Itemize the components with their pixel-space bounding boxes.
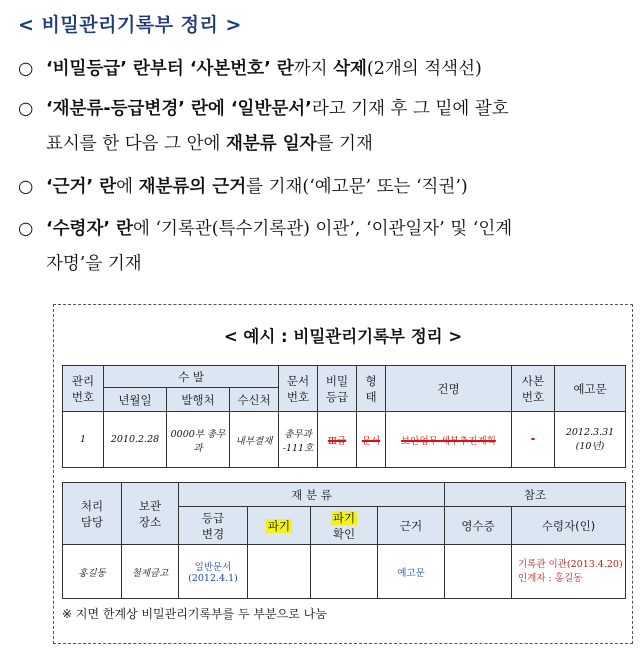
bullet-text: 자명’을 기재 xyxy=(46,254,142,274)
header-cell: 수령자(인) xyxy=(512,507,626,545)
header-cell: 비밀 등급 xyxy=(318,366,357,412)
circle-bullet-icon: ○ xyxy=(18,59,34,79)
header-cell: 보관 장소 xyxy=(122,483,179,545)
register-table-part2 xyxy=(62,482,626,599)
table-cell xyxy=(512,545,626,599)
register-table-part1 xyxy=(62,365,626,468)
bullet-text: 에 xyxy=(116,177,139,197)
struck-cell: 보안업무 세부추진계획 xyxy=(386,412,512,468)
struck-cell: 문서 xyxy=(357,412,386,468)
bullet-text: 까지 xyxy=(293,59,334,79)
table-cell: 총무과 -111호 xyxy=(279,412,318,468)
table-cell: 0000부 총무과 xyxy=(167,412,230,468)
header-cell: 처리 담당 xyxy=(63,483,122,545)
bullet-text-bold: 재분류의 근거 xyxy=(138,177,247,197)
table-cell: 2010.2.28 xyxy=(104,412,167,468)
header-cell: 근거 xyxy=(378,507,445,545)
header-cell xyxy=(311,507,378,545)
bullet-text-bold: ‘비밀등급’ 란부터 ‘사본번호’ 란 xyxy=(46,59,294,79)
bullet-text: 를 기재 xyxy=(316,134,373,154)
header-cell: 발행처 xyxy=(167,388,230,412)
header-cell: 수 발 xyxy=(104,366,279,388)
header-cell: 관리 번호 xyxy=(63,366,104,412)
circle-bullet-icon: ○ xyxy=(18,177,34,197)
bullet-text: 표시를 한 다음 그 안에 xyxy=(46,134,226,154)
page-title: < 비밀관리기록부 정리 > xyxy=(18,14,242,36)
bullet-item xyxy=(18,92,633,162)
recipient-line: 인계자 : 홍길동 xyxy=(518,572,583,584)
bullet-item xyxy=(18,170,633,205)
bullet-item xyxy=(18,52,633,87)
header-cell: 형 태 xyxy=(357,366,386,412)
circle-bullet-icon: ○ xyxy=(18,219,34,239)
table-cell: 1 xyxy=(63,412,104,468)
table-cell: 홍길동 xyxy=(63,545,122,599)
example-box xyxy=(53,304,633,644)
bullet-text-bold: 삭제 xyxy=(333,59,367,79)
table-cell xyxy=(445,545,512,599)
header-cell: 문서 번호 xyxy=(279,366,318,412)
bullet-text: 에 ‘기록관(특수기록관) 이관’, ‘이관일자’ 및 ‘인계 xyxy=(133,219,513,239)
table-cell: 내부결재 xyxy=(230,412,279,468)
circle-bullet-icon: ○ xyxy=(18,99,34,119)
table-cell xyxy=(311,545,378,599)
bullet-text-bold: ‘근거’ 란 xyxy=(46,177,117,197)
bullet-text: 라고 기재 후 그 밑에 괄호 xyxy=(311,99,509,119)
table-cell: 철제금고 xyxy=(122,545,179,599)
table-cell: 일반문서 (2012.4.1) xyxy=(179,545,248,599)
table-cell xyxy=(248,545,311,599)
header-cell: 건명 xyxy=(386,366,512,412)
highlighted-label: 파기 xyxy=(332,510,356,525)
header-cell xyxy=(248,507,311,545)
struck-cell: Ⅲ급 xyxy=(318,412,357,468)
bullet-text-bold: ‘재분류-등급변경’ 란에 ‘일반문서’ xyxy=(46,99,312,119)
header-cell: 등급 변경 xyxy=(179,507,248,545)
header-label: 확인 xyxy=(332,526,356,541)
table-cell: 2012.3.31 (10년) xyxy=(555,412,626,468)
example-title: < 예시 : 비밀관리기록부 정리 > xyxy=(223,327,463,346)
bullet-text: 를 기재(‘예고문’ 또는 ‘직권’) xyxy=(246,177,468,197)
bullet-text: (2개의 적색선) xyxy=(366,59,482,79)
header-cell: 영수증 xyxy=(445,507,512,545)
header-cell: 수신처 xyxy=(230,388,279,412)
bullet-text-bold: 재분류 일자 xyxy=(225,134,317,154)
recipient-line: 기록관 이관(2013.4.20) xyxy=(518,558,623,570)
header-cell: 예고문 xyxy=(555,366,626,412)
footnote: ※ 지면 한계상 비밀관리기록부를 두 부분으로 나눔 xyxy=(62,607,327,621)
struck-cell: - xyxy=(512,412,555,468)
header-cell: 재 분 류 xyxy=(179,483,445,507)
bullet-text-bold: ‘수령자’ 란 xyxy=(46,219,134,239)
table-cell: 예고문 xyxy=(378,545,445,599)
bullet-item xyxy=(18,212,633,282)
header-cell: 참조 xyxy=(445,483,626,507)
header-cell: 년월일 xyxy=(104,388,167,412)
highlighted-label: 파기 xyxy=(267,518,291,533)
header-cell: 사본 번호 xyxy=(512,366,555,412)
